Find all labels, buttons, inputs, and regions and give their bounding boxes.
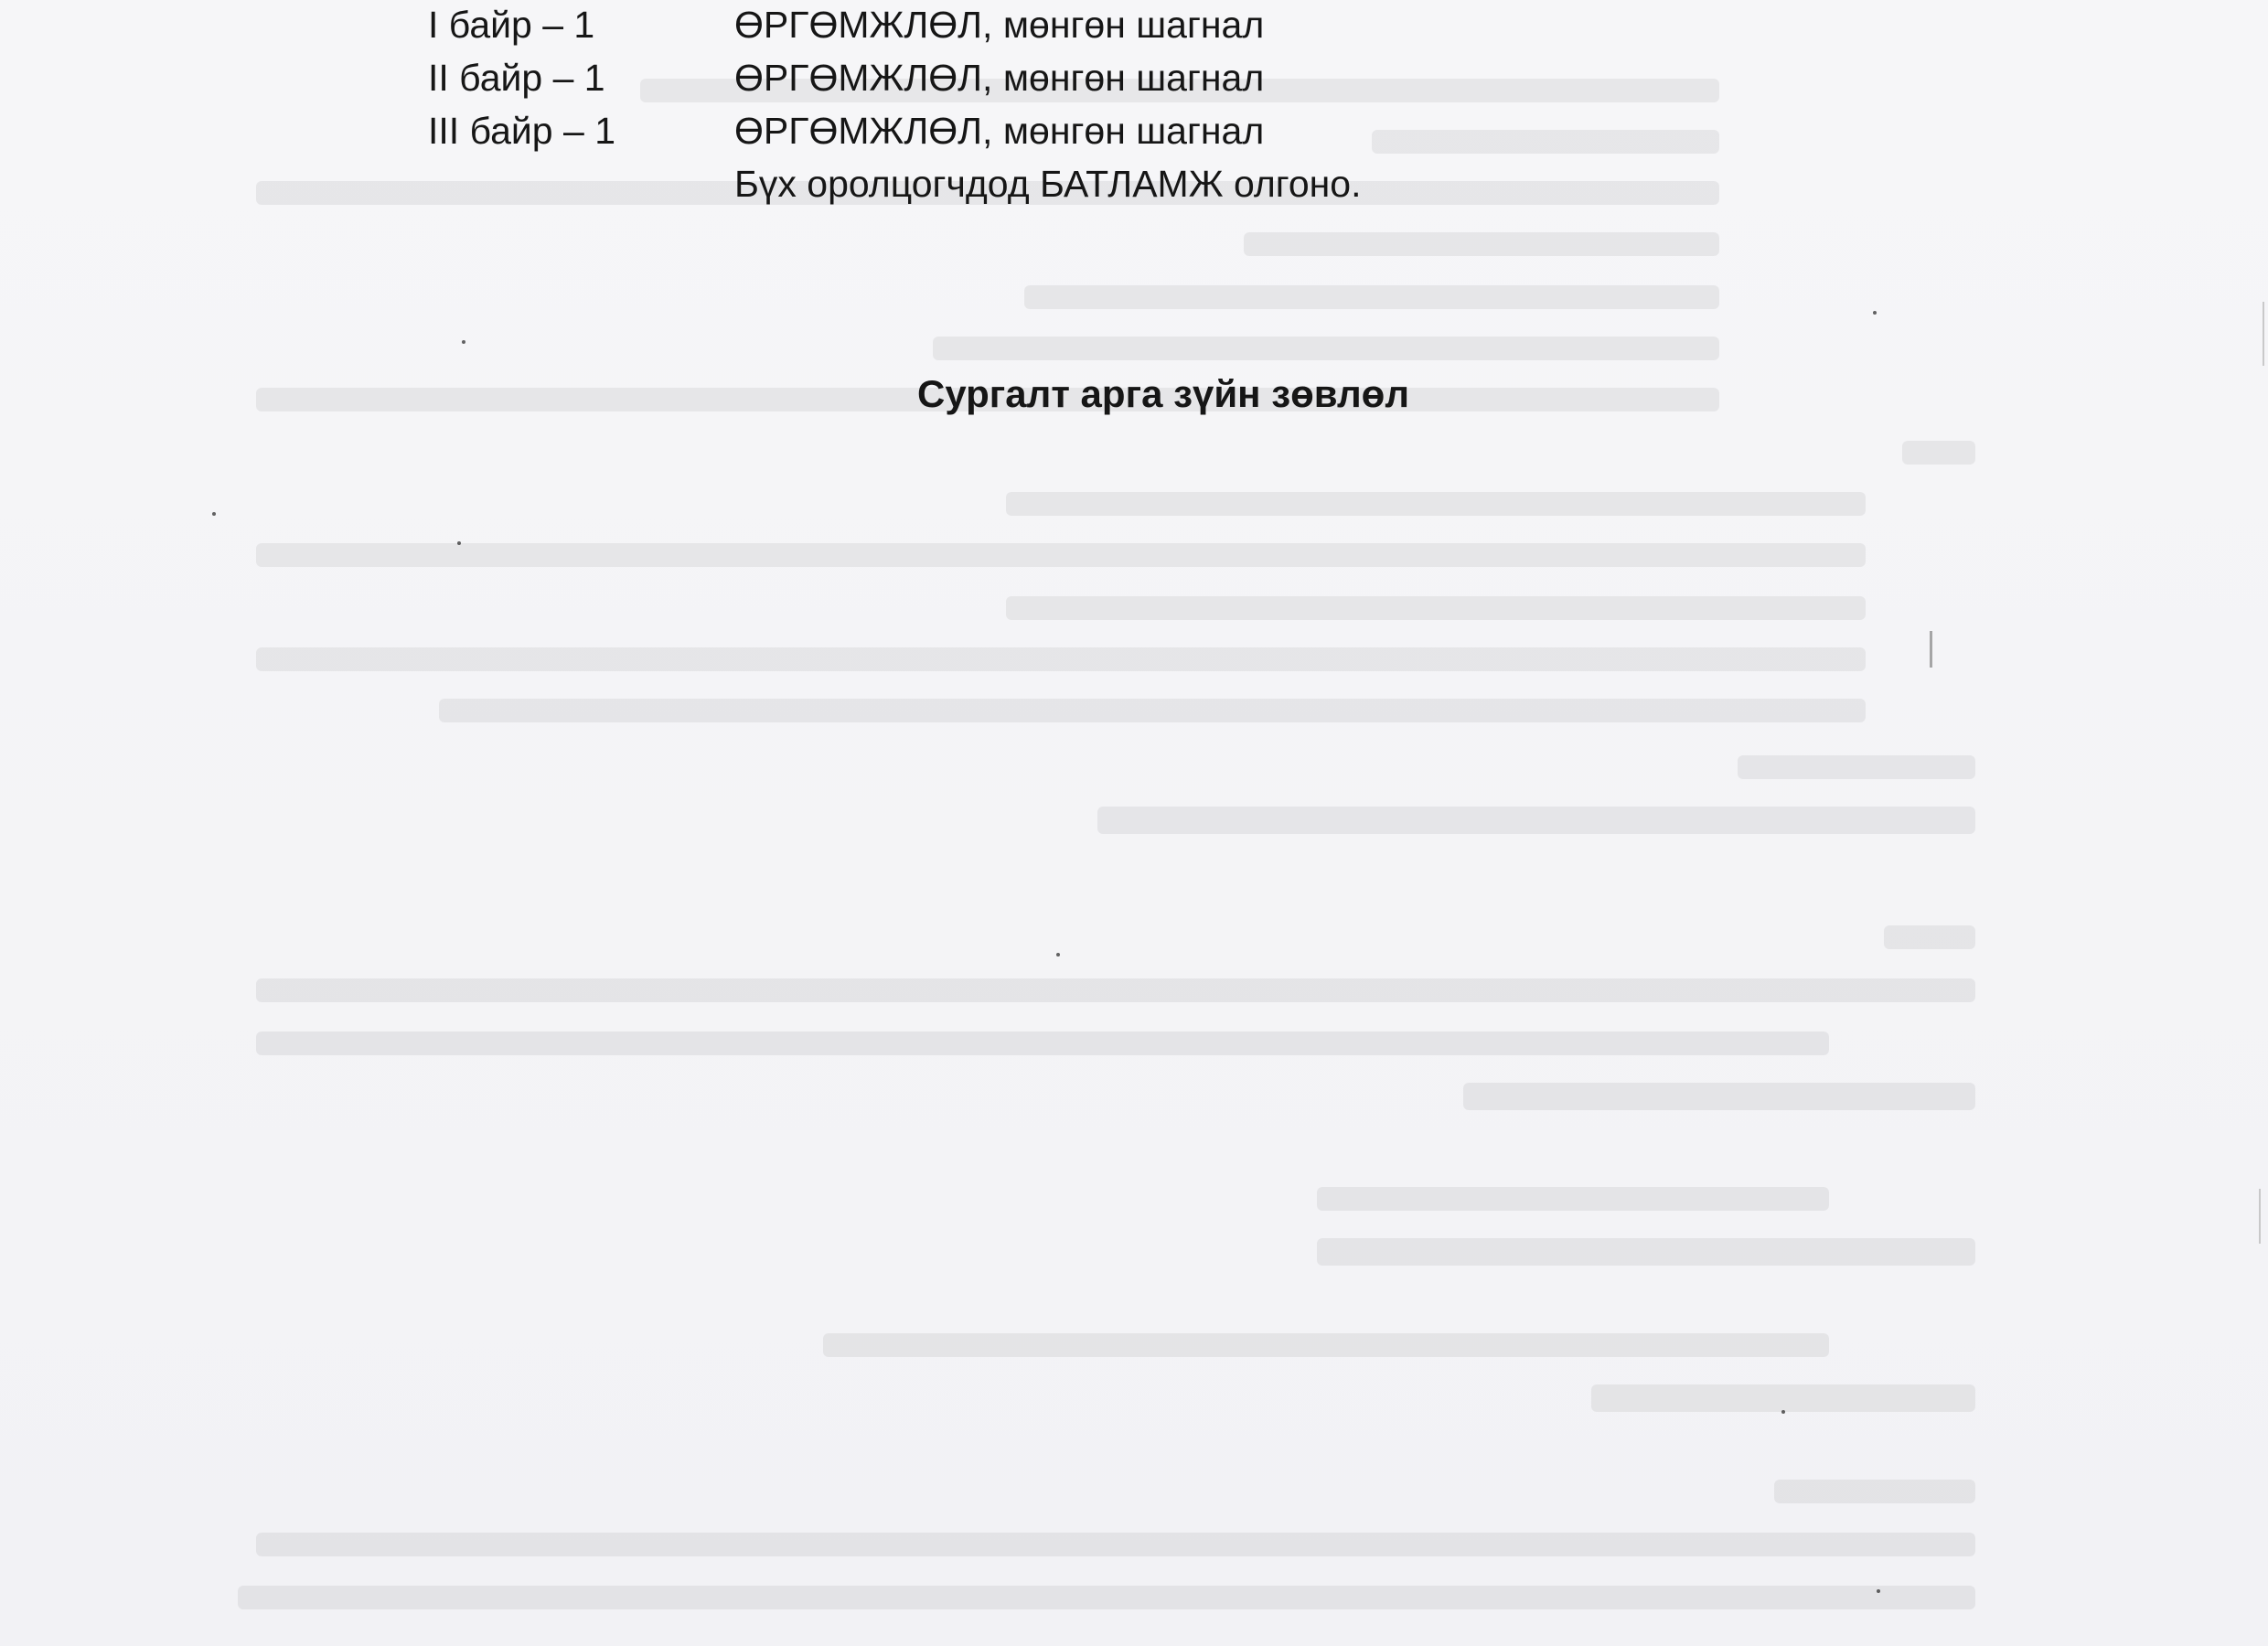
- scan-speck: [1873, 311, 1877, 315]
- award-prize: ӨРГӨМЖЛӨЛ, мөнгөн шагнал: [734, 4, 1265, 46]
- award-row: [0, 2, 2268, 48]
- certificate-note: Бүх оролцогчдод БАТЛАМЖ олгоно.: [734, 163, 1362, 205]
- scan-speck: [1056, 953, 1060, 957]
- scan-speck: [212, 512, 216, 516]
- bleed-through-texture: [146, 18, 1975, 1628]
- award-place: III байр – 1: [428, 110, 615, 152]
- award-prize: ӨРГӨМЖЛӨЛ, мөнгөн шагнал: [734, 57, 1265, 99]
- award-place: I байр – 1: [428, 4, 595, 46]
- award-prize: ӨРГӨМЖЛӨЛ, мөнгөн шагнал: [734, 110, 1265, 152]
- section-heading: Сургалт арга зүйн зөвлөл: [917, 372, 1410, 415]
- award-place: II байр – 1: [428, 57, 605, 99]
- scan-speck: [462, 340, 465, 344]
- scan-speck: [1781, 1410, 1785, 1414]
- award-row: [0, 108, 2268, 154]
- scan-speck: [1877, 1589, 1880, 1593]
- scan-scratch: [2259, 1189, 2261, 1244]
- scan-scratch: [1930, 631, 1932, 668]
- scan-speck: [457, 541, 461, 545]
- award-row: [0, 55, 2268, 101]
- scan-scratch: [2263, 302, 2264, 366]
